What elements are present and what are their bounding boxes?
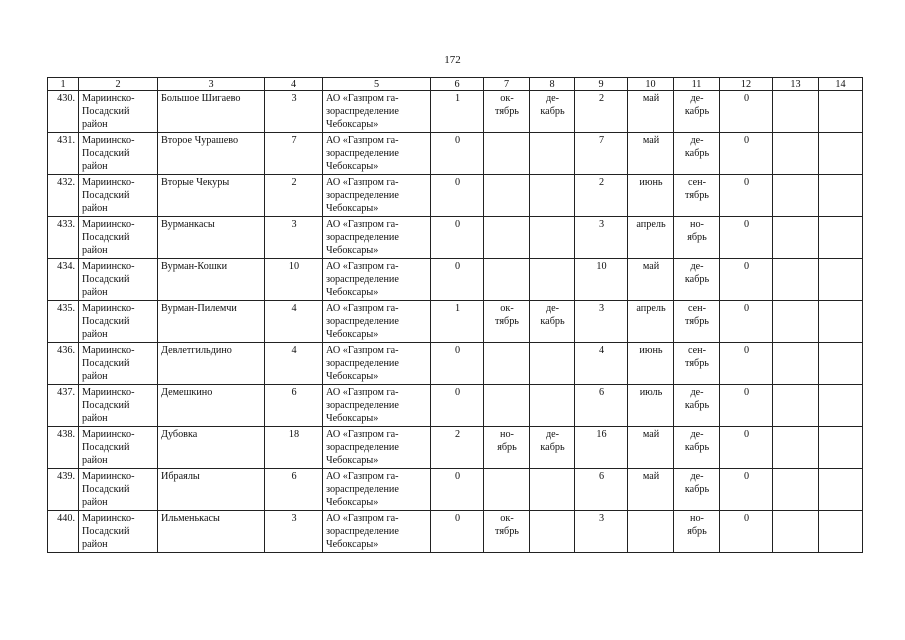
- organization-line: АО «Газпром га-: [326, 471, 399, 482]
- col11-line: ябрь: [687, 232, 707, 243]
- table-row: [48, 217, 863, 259]
- district-line: Мариинско-: [82, 471, 135, 482]
- district-line: Посадский: [82, 442, 130, 453]
- col6-cell: 0: [431, 385, 484, 427]
- district-line: Посадский: [82, 232, 130, 243]
- col7-line: ок-: [500, 93, 514, 104]
- col11-cell: [674, 259, 720, 301]
- col8-cell: [530, 511, 575, 553]
- settlement-cell: Девлетгильдино: [158, 343, 265, 385]
- col10-cell: май: [628, 259, 674, 301]
- col8-cell: [530, 133, 575, 175]
- district-line: район: [82, 119, 108, 130]
- district-line: Посадский: [82, 400, 130, 411]
- col7-line: тябрь: [495, 106, 519, 117]
- district-line: Мариинско-: [82, 303, 135, 314]
- organization-line: зораспределение: [326, 316, 399, 327]
- organization-cell: [323, 343, 431, 385]
- organization-line: Чебоксары»: [326, 119, 379, 130]
- organization-cell: [323, 511, 431, 553]
- col6-cell: 1: [431, 301, 484, 343]
- col14-cell: [819, 259, 863, 301]
- district-cell: [79, 469, 158, 511]
- district-cell: [79, 133, 158, 175]
- organization-line: зораспределение: [326, 484, 399, 495]
- col7-line: но-: [500, 429, 514, 440]
- col8-cell: [530, 91, 575, 133]
- district-line: Мариинско-: [82, 429, 135, 440]
- settlement-cell: Вурман-Пилемчи: [158, 301, 265, 343]
- col4-cell: 10: [265, 259, 323, 301]
- column-header: 14: [819, 78, 863, 91]
- col12-cell: 0: [720, 343, 773, 385]
- col10-cell: [628, 511, 674, 553]
- col8-cell: [530, 385, 575, 427]
- row-number-cell: 430.: [48, 91, 79, 133]
- col12-cell: 0: [720, 301, 773, 343]
- col11-cell: [674, 91, 720, 133]
- col11-cell: [674, 133, 720, 175]
- col8-cell: [530, 301, 575, 343]
- col11-line: де-: [690, 261, 704, 272]
- col8-cell: [530, 217, 575, 259]
- col6-cell: 0: [431, 343, 484, 385]
- district-cell: [79, 427, 158, 469]
- district-cell: [79, 91, 158, 133]
- col8-cell: [530, 427, 575, 469]
- col7-line: ок-: [500, 513, 514, 524]
- district-line: район: [82, 329, 108, 340]
- col7-cell: [484, 427, 530, 469]
- organization-cell: [323, 133, 431, 175]
- col6-cell: 2: [431, 427, 484, 469]
- col9-cell: 10: [575, 259, 628, 301]
- page-number: 172: [444, 54, 461, 66]
- organization-line: Чебоксары»: [326, 329, 379, 340]
- col13-cell: [773, 175, 819, 217]
- col11-line: де-: [690, 387, 704, 398]
- settlement-cell: Вурманкасы: [158, 217, 265, 259]
- district-line: Мариинско-: [82, 93, 135, 104]
- organization-line: АО «Газпром га-: [326, 303, 399, 314]
- col10-cell: май: [628, 133, 674, 175]
- col7-cell: [484, 217, 530, 259]
- organization-line: АО «Газпром га-: [326, 219, 399, 230]
- col11-line: кабрь: [684, 148, 710, 159]
- district-line: Мариинско-: [82, 513, 135, 524]
- col9-cell: 2: [575, 91, 628, 133]
- col4-cell: 2: [265, 175, 323, 217]
- organization-line: Чебоксары»: [326, 287, 379, 298]
- col14-cell: [819, 385, 863, 427]
- col9-cell: 7: [575, 133, 628, 175]
- organization-cell: [323, 427, 431, 469]
- table-row: [48, 469, 863, 511]
- district-line: район: [82, 497, 108, 508]
- table-row: [48, 511, 863, 553]
- organization-line: АО «Газпром га-: [326, 261, 399, 272]
- col10-cell: май: [628, 91, 674, 133]
- organization-line: зораспределение: [326, 358, 399, 369]
- organization-line: Чебоксары»: [326, 413, 379, 424]
- column-header: 11: [674, 78, 720, 91]
- organization-line: зораспределение: [326, 148, 399, 159]
- col7-line: тябрь: [495, 526, 519, 537]
- col4-cell: 6: [265, 385, 323, 427]
- col11-line: тябрь: [685, 190, 709, 201]
- col11-line: де-: [690, 93, 704, 104]
- organization-line: Чебоксары»: [326, 203, 379, 214]
- district-line: Посадский: [82, 358, 130, 369]
- district-line: район: [82, 413, 108, 424]
- district-cell: [79, 343, 158, 385]
- col11-cell: [674, 217, 720, 259]
- col8-line: де-: [545, 429, 560, 440]
- district-line: Мариинско-: [82, 345, 135, 356]
- organization-cell: [323, 175, 431, 217]
- col8-line: кабрь: [540, 316, 565, 327]
- district-cell: [79, 385, 158, 427]
- col11-line: де-: [690, 471, 704, 482]
- col4-cell: 3: [265, 511, 323, 553]
- col13-cell: [773, 343, 819, 385]
- col8-cell: [530, 469, 575, 511]
- row-number-cell: 432.: [48, 175, 79, 217]
- column-header: 10: [628, 78, 674, 91]
- col7-cell: [484, 385, 530, 427]
- settlement-cell: Ибраялы: [158, 469, 265, 511]
- district-line: Мариинско-: [82, 219, 135, 230]
- col9-cell: 6: [575, 385, 628, 427]
- col4-cell: 6: [265, 469, 323, 511]
- col14-cell: [819, 511, 863, 553]
- district-cell: [79, 259, 158, 301]
- settlement-cell: Вторые Чекуры: [158, 175, 265, 217]
- col10-cell: июнь: [628, 175, 674, 217]
- col14-cell: [819, 301, 863, 343]
- col4-cell: 3: [265, 217, 323, 259]
- column-header: 4: [265, 78, 323, 91]
- organization-line: АО «Газпром га-: [326, 345, 399, 356]
- col11-line: тябрь: [685, 316, 709, 327]
- organization-line: зораспределение: [326, 190, 399, 201]
- district-line: Посадский: [82, 526, 130, 537]
- organization-line: АО «Газпром га-: [326, 177, 399, 188]
- row-number-cell: 433.: [48, 217, 79, 259]
- col7-cell: [484, 259, 530, 301]
- column-header: 9: [575, 78, 628, 91]
- district-cell: [79, 511, 158, 553]
- col12-cell: 0: [720, 91, 773, 133]
- organization-line: Чебоксары»: [326, 371, 379, 382]
- organization-line: зораспределение: [326, 274, 399, 285]
- table-row: [48, 427, 863, 469]
- organization-line: Чебоксары»: [326, 497, 379, 508]
- col12-cell: 0: [720, 511, 773, 553]
- settlement-cell: Ильменькасы: [158, 511, 265, 553]
- col13-cell: [773, 469, 819, 511]
- col14-cell: [819, 175, 863, 217]
- col6-cell: 0: [431, 469, 484, 511]
- organization-line: Чебоксары»: [326, 539, 379, 550]
- column-number-row: [48, 78, 863, 91]
- table-row: [48, 301, 863, 343]
- district-line: Посадский: [82, 484, 130, 495]
- district-line: район: [82, 245, 108, 256]
- organization-line: АО «Газпром га-: [326, 387, 399, 398]
- row-number-cell: 431.: [48, 133, 79, 175]
- organization-line: АО «Газпром га-: [326, 513, 399, 524]
- district-line: Мариинско-: [82, 387, 135, 398]
- district-cell: [79, 217, 158, 259]
- col8-line: кабрь: [540, 442, 565, 453]
- col13-cell: [773, 301, 819, 343]
- district-line: Посадский: [82, 190, 130, 201]
- col7-cell: [484, 511, 530, 553]
- col7-cell: [484, 301, 530, 343]
- column-header: 3: [158, 78, 265, 91]
- col11-cell: [674, 175, 720, 217]
- column-header: 13: [773, 78, 819, 91]
- col9-cell: 6: [575, 469, 628, 511]
- col10-cell: май: [628, 427, 674, 469]
- district-line: Мариинско-: [82, 135, 135, 146]
- organization-line: зораспределение: [326, 232, 399, 243]
- organization-line: Чебоксары»: [326, 161, 379, 172]
- district-cell: [79, 301, 158, 343]
- col9-cell: 4: [575, 343, 628, 385]
- organization-line: Чебоксары»: [326, 455, 379, 466]
- col13-cell: [773, 91, 819, 133]
- col11-line: ябрь: [687, 526, 707, 537]
- row-number-cell: 436.: [48, 343, 79, 385]
- col9-cell: 3: [575, 217, 628, 259]
- settlement-cell: Дубовка: [158, 427, 265, 469]
- row-number-cell: 434.: [48, 259, 79, 301]
- row-number-cell: 440.: [48, 511, 79, 553]
- col14-cell: [819, 133, 863, 175]
- col4-cell: 3: [265, 91, 323, 133]
- col11-line: кабрь: [684, 400, 710, 411]
- col6-cell: 0: [431, 133, 484, 175]
- organization-line: АО «Газпром га-: [326, 429, 399, 440]
- col4-cell: 4: [265, 301, 323, 343]
- col14-cell: [819, 91, 863, 133]
- col4-cell: 7: [265, 133, 323, 175]
- col11-cell: [674, 301, 720, 343]
- column-header: 8: [530, 78, 575, 91]
- col8-cell: [530, 343, 575, 385]
- col9-cell: 2: [575, 175, 628, 217]
- col12-cell: 0: [720, 259, 773, 301]
- col6-cell: 0: [431, 175, 484, 217]
- col6-cell: 0: [431, 217, 484, 259]
- col14-cell: [819, 469, 863, 511]
- col13-cell: [773, 217, 819, 259]
- organization-line: АО «Газпром га-: [326, 93, 399, 104]
- col11-line: де-: [690, 135, 704, 146]
- col12-cell: 0: [720, 385, 773, 427]
- col11-cell: [674, 343, 720, 385]
- district-line: Посадский: [82, 106, 130, 117]
- organization-cell: [323, 301, 431, 343]
- col11-cell: [674, 385, 720, 427]
- district-line: район: [82, 203, 108, 214]
- col11-line: кабрь: [684, 442, 710, 453]
- col10-cell: май: [628, 469, 674, 511]
- column-header: 6: [431, 78, 484, 91]
- col7-cell: [484, 91, 530, 133]
- column-header: 5: [323, 78, 431, 91]
- district-line: Мариинско-: [82, 261, 135, 272]
- col10-cell: июль: [628, 385, 674, 427]
- row-number-cell: 438.: [48, 427, 79, 469]
- row-number-cell: 439.: [48, 469, 79, 511]
- col11-line: кабрь: [684, 106, 710, 117]
- col7-cell: [484, 469, 530, 511]
- organization-cell: [323, 91, 431, 133]
- col13-cell: [773, 427, 819, 469]
- col8-cell: [530, 175, 575, 217]
- organization-line: Чебоксары»: [326, 245, 379, 256]
- col7-cell: [484, 343, 530, 385]
- district-line: Посадский: [82, 316, 130, 327]
- gasification-schedule-table: [47, 77, 863, 553]
- col11-cell: [674, 511, 720, 553]
- col12-cell: 0: [720, 469, 773, 511]
- col11-line: де-: [690, 429, 704, 440]
- row-number-cell: 435.: [48, 301, 79, 343]
- col6-cell: 0: [431, 259, 484, 301]
- row-number-cell: 437.: [48, 385, 79, 427]
- settlement-cell: Вурман-Кошки: [158, 259, 265, 301]
- col10-cell: июнь: [628, 343, 674, 385]
- col11-line: сен-: [687, 345, 706, 356]
- organization-cell: [323, 217, 431, 259]
- col12-cell: 0: [720, 427, 773, 469]
- col12-cell: 0: [720, 133, 773, 175]
- organization-cell: [323, 385, 431, 427]
- col11-cell: [674, 427, 720, 469]
- organization-line: АО «Газпром га-: [326, 135, 399, 146]
- col8-line: де-: [545, 93, 560, 104]
- col14-cell: [819, 427, 863, 469]
- table-row: [48, 175, 863, 217]
- organization-line: зораспределение: [326, 106, 399, 117]
- col6-cell: 1: [431, 91, 484, 133]
- col4-cell: 4: [265, 343, 323, 385]
- organization-line: зораспределение: [326, 400, 399, 411]
- col7-line: ябрь: [497, 442, 517, 453]
- col11-cell: [674, 469, 720, 511]
- col6-cell: 0: [431, 511, 484, 553]
- col10-cell: апрель: [628, 301, 674, 343]
- col11-line: тябрь: [685, 358, 709, 369]
- col11-line: сен-: [687, 303, 706, 314]
- col4-cell: 18: [265, 427, 323, 469]
- col14-cell: [819, 343, 863, 385]
- organization-cell: [323, 259, 431, 301]
- district-line: район: [82, 371, 108, 382]
- district-line: Посадский: [82, 274, 130, 285]
- col14-cell: [819, 217, 863, 259]
- col13-cell: [773, 259, 819, 301]
- column-header: 7: [484, 78, 530, 91]
- col13-cell: [773, 511, 819, 553]
- col11-line: кабрь: [684, 484, 710, 495]
- column-header: 2: [79, 78, 158, 91]
- col11-line: но-: [690, 513, 704, 524]
- col13-cell: [773, 385, 819, 427]
- organization-line: зораспределение: [326, 442, 399, 453]
- col9-cell: 3: [575, 511, 628, 553]
- column-header: 1: [48, 78, 79, 91]
- district-line: район: [82, 539, 108, 550]
- col13-cell: [773, 133, 819, 175]
- settlement-cell: Второе Чурашево: [158, 133, 265, 175]
- district-line: район: [82, 455, 108, 466]
- col11-line: но-: [690, 219, 704, 230]
- district-line: Посадский: [82, 148, 130, 159]
- col8-line: де-: [545, 303, 560, 314]
- col12-cell: 0: [720, 175, 773, 217]
- col8-line: кабрь: [540, 106, 565, 117]
- col12-cell: 0: [720, 217, 773, 259]
- col7-line: ок-: [500, 303, 514, 314]
- column-header: 12: [720, 78, 773, 91]
- table-row: [48, 343, 863, 385]
- settlement-cell: Большое Шигаево: [158, 91, 265, 133]
- col10-cell: апрель: [628, 217, 674, 259]
- district-line: Мариинско-: [82, 177, 135, 188]
- col11-line: сен-: [687, 177, 706, 188]
- col9-cell: 3: [575, 301, 628, 343]
- col7-cell: [484, 175, 530, 217]
- table-row: [48, 385, 863, 427]
- organization-line: зораспределение: [326, 526, 399, 537]
- organization-cell: [323, 469, 431, 511]
- district-cell: [79, 175, 158, 217]
- table-row: [48, 91, 863, 133]
- col9-cell: 16: [575, 427, 628, 469]
- settlement-cell: Демешкино: [158, 385, 265, 427]
- table-row: [48, 259, 863, 301]
- col11-line: кабрь: [684, 274, 710, 285]
- district-line: район: [82, 287, 108, 298]
- table-row: [48, 133, 863, 175]
- col7-line: тябрь: [495, 316, 519, 327]
- col7-cell: [484, 133, 530, 175]
- col8-cell: [530, 259, 575, 301]
- district-line: район: [82, 161, 108, 172]
